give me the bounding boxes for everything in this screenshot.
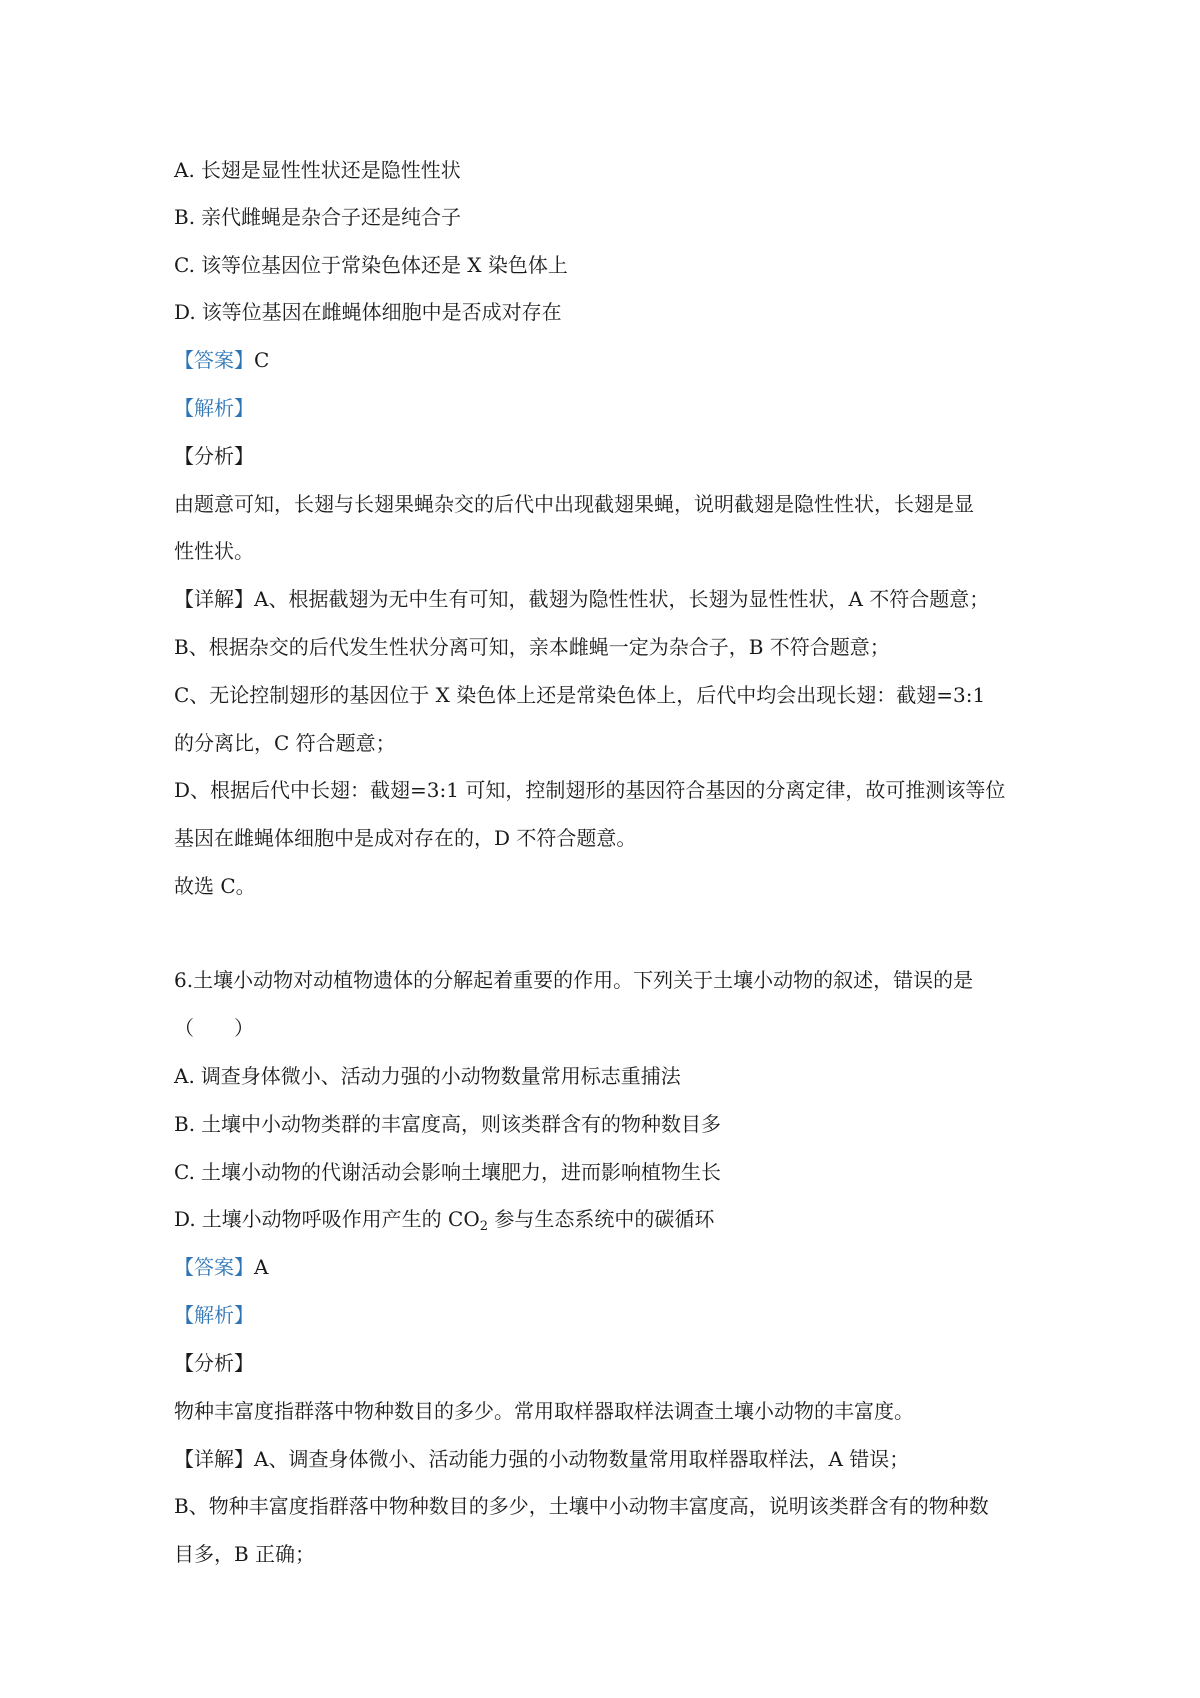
option-text: 调查身体微小、活动力强的小动物数量常用标志重捕法 xyxy=(200,1064,681,1088)
q6-option-c xyxy=(174,1158,721,1186)
option-text: 土壤小动物的代谢活动会影响土壤肥力，进而影响植物生长 xyxy=(200,1160,721,1184)
option-text: 该等位基因位于常染色体还是 X 染色体上 xyxy=(200,253,568,277)
q5-detail-line-3: C、无论控制翅形的基因位于 X 染色体上还是常染色体上，后代中均会出现长翅：截翅=3:1 xyxy=(174,683,986,707)
option-letter: A. xyxy=(174,1064,195,1088)
q6-fenxi-line: 物种丰富度指群落中物种数目的多少。常用取样器取样法调查土壤小动物的丰富度。 xyxy=(174,1399,914,1423)
q6-fenxi-label: 【分析】 xyxy=(174,1351,254,1375)
option-letter: C. xyxy=(174,1160,195,1184)
answer-value: C xyxy=(254,348,270,372)
option-letter: D. xyxy=(174,300,196,324)
q6-option-b xyxy=(174,1110,721,1138)
q5-option-d xyxy=(174,298,562,326)
option-letter: B. xyxy=(174,205,196,229)
q5-option-c xyxy=(174,251,568,279)
q5-detail-line-2: B、根据杂交的后代发生性状分离可知，亲本雌蝇一定为杂合子，B 不符合题意； xyxy=(174,635,890,659)
option-text: 亲代雌蝇是杂合子还是纯合子 xyxy=(201,205,462,229)
q6-option-d xyxy=(174,1205,714,1233)
detail-label: 【详解】 xyxy=(174,587,254,611)
answer-label: 【答案】 xyxy=(174,1255,254,1279)
q5-fenxi-line-1: 由题意可知，长翅与长翅果蝇杂交的后代中出现截翅果蝇，说明截翅是隐性性状，长翅是显 xyxy=(174,492,974,516)
q5-jiexi-label: 【解析】 xyxy=(174,396,254,420)
q5-fenxi-label: 【分析】 xyxy=(174,444,254,468)
q6-stem-line-2: （ ） xyxy=(174,1016,254,1040)
q5-detail-line-6: 基因在雌蝇体细胞中是成对存在的，D 不符合题意。 xyxy=(174,826,637,850)
option-text-tail: 参与生态系统中的碳循环 xyxy=(488,1207,715,1231)
option-text: 土壤中小动物类群的丰富度高，则该类群含有的物种数目多 xyxy=(201,1112,722,1136)
q6-detail-line-2: B、物种丰富度指群落中物种数目的多少，土壤中小动物丰富度高，说明该类群含有的物种数 xyxy=(174,1494,989,1518)
q6-detail-line-1 xyxy=(174,1445,909,1473)
q5-detail-line-5: D、根据后代中长翅：截翅=3:1 可知，控制翅形的基因符合基因的分离定律，故可推测该等位 xyxy=(174,778,1006,802)
q6-detail-line-3: 目多，B 正确； xyxy=(174,1542,316,1566)
option-letter: B. xyxy=(174,1112,196,1136)
q6-stem-line-1: 6.土壤小动物对动植物遗体的分解起着重要的作用。下列关于土壤小动物的叙述，错误的是 xyxy=(174,968,974,992)
option-text: 长翅是显性性状还是隐性性状 xyxy=(200,158,461,182)
q5-detail-line-4: 的分离比，C 符合题意； xyxy=(174,731,396,755)
option-letter: A. xyxy=(174,158,195,182)
option-text: 该等位基因在雌蝇体细胞中是否成对存在 xyxy=(201,300,562,324)
option-text: 土壤小动物呼吸作用产生的 CO xyxy=(201,1207,480,1231)
detail-text: A、调查身体微小、活动能力强的小动物数量常用取样器取样法，A 错误； xyxy=(254,1447,910,1471)
detail-label: 【详解】 xyxy=(174,1447,254,1471)
q6-jiexi-label: 【解析】 xyxy=(174,1303,254,1327)
co2-subscript: 2 xyxy=(479,1219,489,1234)
q5-fenxi-line-2: 性性状。 xyxy=(174,539,254,563)
detail-text: A、根据截翅为无中生有可知，截翅为隐性性状，长翅为显性性状，A 不符合题意； xyxy=(254,587,990,611)
q5-answer xyxy=(174,346,269,374)
q5-conclusion: 故选 C。 xyxy=(174,874,256,898)
answer-label: 【答案】 xyxy=(174,348,254,372)
option-letter: D. xyxy=(174,1207,196,1231)
q5-detail-line-1 xyxy=(174,585,989,613)
q5-option-b xyxy=(174,203,461,231)
q6-answer xyxy=(174,1253,268,1281)
option-letter: C. xyxy=(174,253,195,277)
answer-value: A xyxy=(254,1255,269,1279)
q5-option-a xyxy=(174,156,461,184)
q6-option-a xyxy=(174,1062,681,1090)
